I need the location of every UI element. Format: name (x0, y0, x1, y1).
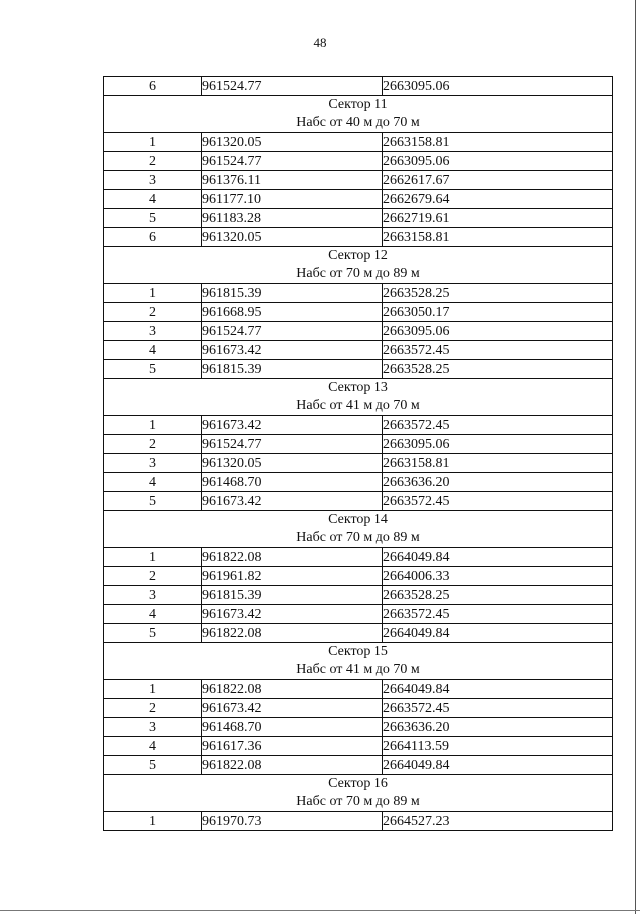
point-number-cell: 3 (104, 586, 202, 605)
point-number-cell: 3 (104, 171, 202, 190)
point-number-cell: 2 (104, 567, 202, 586)
x-coordinate-cell: 961673.42 (202, 416, 383, 435)
x-coordinate-cell: 961524.77 (202, 77, 383, 96)
sector-title: Сектор 16 (328, 776, 388, 791)
x-coordinate-cell: 961524.77 (202, 152, 383, 171)
x-coordinate-cell: 961320.05 (202, 133, 383, 152)
point-number-cell: 1 (104, 133, 202, 152)
y-coordinate-cell: 2663158.81 (383, 133, 613, 152)
table-row (104, 699, 613, 718)
x-coordinate-cell: 961822.08 (202, 680, 383, 699)
y-coordinate-cell: 2663572.45 (383, 699, 613, 718)
sector-header-row (104, 511, 613, 548)
point-number-cell: 4 (104, 605, 202, 624)
sector-height-range: Набс от 70 м до 89 м (296, 530, 420, 545)
coordinates-table (103, 76, 613, 831)
table-row (104, 473, 613, 492)
y-coordinate-cell: 2663572.45 (383, 416, 613, 435)
table-row (104, 492, 613, 511)
sector-header-cell (104, 379, 613, 416)
y-coordinate-cell: 2663572.45 (383, 492, 613, 511)
sector-title: Сектор 14 (328, 512, 388, 527)
x-coordinate-cell: 961815.39 (202, 284, 383, 303)
sector-header-row (104, 379, 613, 416)
table-row (104, 190, 613, 209)
y-coordinate-cell: 2664049.84 (383, 680, 613, 699)
point-number-cell: 5 (104, 360, 202, 379)
point-number-cell: 5 (104, 756, 202, 775)
point-number-cell: 3 (104, 454, 202, 473)
y-coordinate-cell: 2663095.06 (383, 77, 613, 96)
point-number-cell: 4 (104, 473, 202, 492)
sector-height-range: Набс от 70 м до 89 м (296, 266, 420, 281)
table-row (104, 171, 613, 190)
y-coordinate-cell: 2663158.81 (383, 228, 613, 247)
table-row (104, 737, 613, 756)
point-number-cell: 3 (104, 322, 202, 341)
y-coordinate-cell: 2663636.20 (383, 473, 613, 492)
table-row (104, 77, 613, 96)
sector-header-cell (104, 511, 613, 548)
sector-header-row (104, 247, 613, 284)
x-coordinate-cell: 961524.77 (202, 322, 383, 341)
table-row (104, 586, 613, 605)
y-coordinate-cell: 2663050.17 (383, 303, 613, 322)
y-coordinate-cell: 2663528.25 (383, 586, 613, 605)
point-number-cell: 4 (104, 341, 202, 360)
y-coordinate-cell: 2664006.33 (383, 567, 613, 586)
table-row (104, 284, 613, 303)
table-row (104, 360, 613, 379)
x-coordinate-cell: 961673.42 (202, 341, 383, 360)
table-row (104, 624, 613, 643)
y-coordinate-cell: 2663528.25 (383, 284, 613, 303)
table-row (104, 718, 613, 737)
x-coordinate-cell: 961961.82 (202, 567, 383, 586)
x-coordinate-cell: 961183.28 (202, 209, 383, 228)
y-coordinate-cell: 2663572.45 (383, 605, 613, 624)
sector-header-row (104, 643, 613, 680)
point-number-cell: 1 (104, 416, 202, 435)
table-row (104, 416, 613, 435)
y-coordinate-cell: 2663636.20 (383, 718, 613, 737)
x-coordinate-cell: 961320.05 (202, 228, 383, 247)
sector-header-cell (104, 775, 613, 812)
table-row (104, 133, 613, 152)
sector-title: Сектор 11 (328, 97, 388, 112)
x-coordinate-cell: 961673.42 (202, 699, 383, 718)
y-coordinate-cell: 2663572.45 (383, 341, 613, 360)
table-row (104, 548, 613, 567)
point-number-cell: 4 (104, 190, 202, 209)
sector-header-row (104, 96, 613, 133)
x-coordinate-cell: 961376.11 (202, 171, 383, 190)
x-coordinate-cell: 961668.95 (202, 303, 383, 322)
table-row (104, 812, 613, 831)
y-coordinate-cell: 2663095.06 (383, 152, 613, 171)
x-coordinate-cell: 961320.05 (202, 454, 383, 473)
y-coordinate-cell: 2664527.23 (383, 812, 613, 831)
sector-title: Сектор 12 (328, 248, 388, 263)
table-row (104, 756, 613, 775)
y-coordinate-cell: 2662679.64 (383, 190, 613, 209)
y-coordinate-cell: 2662617.67 (383, 171, 613, 190)
y-coordinate-cell: 2662719.61 (383, 209, 613, 228)
sector-title: Сектор 15 (328, 644, 388, 659)
y-coordinate-cell: 2663158.81 (383, 454, 613, 473)
x-coordinate-cell: 961822.08 (202, 624, 383, 643)
y-coordinate-cell: 2663095.06 (383, 435, 613, 454)
table-row (104, 435, 613, 454)
x-coordinate-cell: 961468.70 (202, 718, 383, 737)
sector-header-cell (104, 247, 613, 284)
x-coordinate-cell: 961815.39 (202, 360, 383, 379)
point-number-cell: 5 (104, 624, 202, 643)
point-number-cell: 2 (104, 435, 202, 454)
x-coordinate-cell: 961673.42 (202, 605, 383, 624)
x-coordinate-cell: 961524.77 (202, 435, 383, 454)
table-row (104, 567, 613, 586)
point-number-cell: 6 (104, 77, 202, 96)
coordinates-table-body (104, 77, 613, 831)
y-coordinate-cell: 2664049.84 (383, 548, 613, 567)
sector-title: Сектор 13 (328, 380, 388, 395)
x-coordinate-cell: 961970.73 (202, 812, 383, 831)
sector-height-range: Набс от 40 м до 70 м (296, 115, 420, 130)
sector-height-range: Набс от 70 м до 89 м (296, 794, 420, 809)
point-number-cell: 2 (104, 152, 202, 171)
point-number-cell: 1 (104, 812, 202, 831)
table-row (104, 152, 613, 171)
table-row (104, 322, 613, 341)
table-row (104, 454, 613, 473)
point-number-cell: 2 (104, 303, 202, 322)
point-number-cell: 2 (104, 699, 202, 718)
sector-header-cell (104, 96, 613, 133)
x-coordinate-cell: 961468.70 (202, 473, 383, 492)
point-number-cell: 1 (104, 284, 202, 303)
point-number-cell: 5 (104, 492, 202, 511)
x-coordinate-cell: 961177.10 (202, 190, 383, 209)
point-number-cell: 1 (104, 680, 202, 699)
sector-height-range: Набс от 41 м до 70 м (296, 398, 420, 413)
point-number-cell: 1 (104, 548, 202, 567)
table-row (104, 605, 613, 624)
y-coordinate-cell: 2663528.25 (383, 360, 613, 379)
table-row (104, 209, 613, 228)
sector-height-range: Набс от 41 м до 70 м (296, 662, 420, 677)
scan-edge-bottom (0, 910, 640, 911)
y-coordinate-cell: 2664049.84 (383, 624, 613, 643)
y-coordinate-cell: 2664113.59 (383, 737, 613, 756)
table-row (104, 680, 613, 699)
sector-header-row (104, 775, 613, 812)
sector-header-cell (104, 643, 613, 680)
scan-edge-right (635, 0, 636, 914)
x-coordinate-cell: 961815.39 (202, 586, 383, 605)
y-coordinate-cell: 2664049.84 (383, 756, 613, 775)
table-row (104, 341, 613, 360)
table-row (104, 303, 613, 322)
point-number-cell: 5 (104, 209, 202, 228)
x-coordinate-cell: 961673.42 (202, 492, 383, 511)
y-coordinate-cell: 2663095.06 (383, 322, 613, 341)
point-number-cell: 6 (104, 228, 202, 247)
page-number: 48 (313, 35, 327, 50)
point-number-cell: 3 (104, 718, 202, 737)
x-coordinate-cell: 961822.08 (202, 756, 383, 775)
point-number-cell: 4 (104, 737, 202, 756)
x-coordinate-cell: 961822.08 (202, 548, 383, 567)
table-row (104, 228, 613, 247)
x-coordinate-cell: 961617.36 (202, 737, 383, 756)
